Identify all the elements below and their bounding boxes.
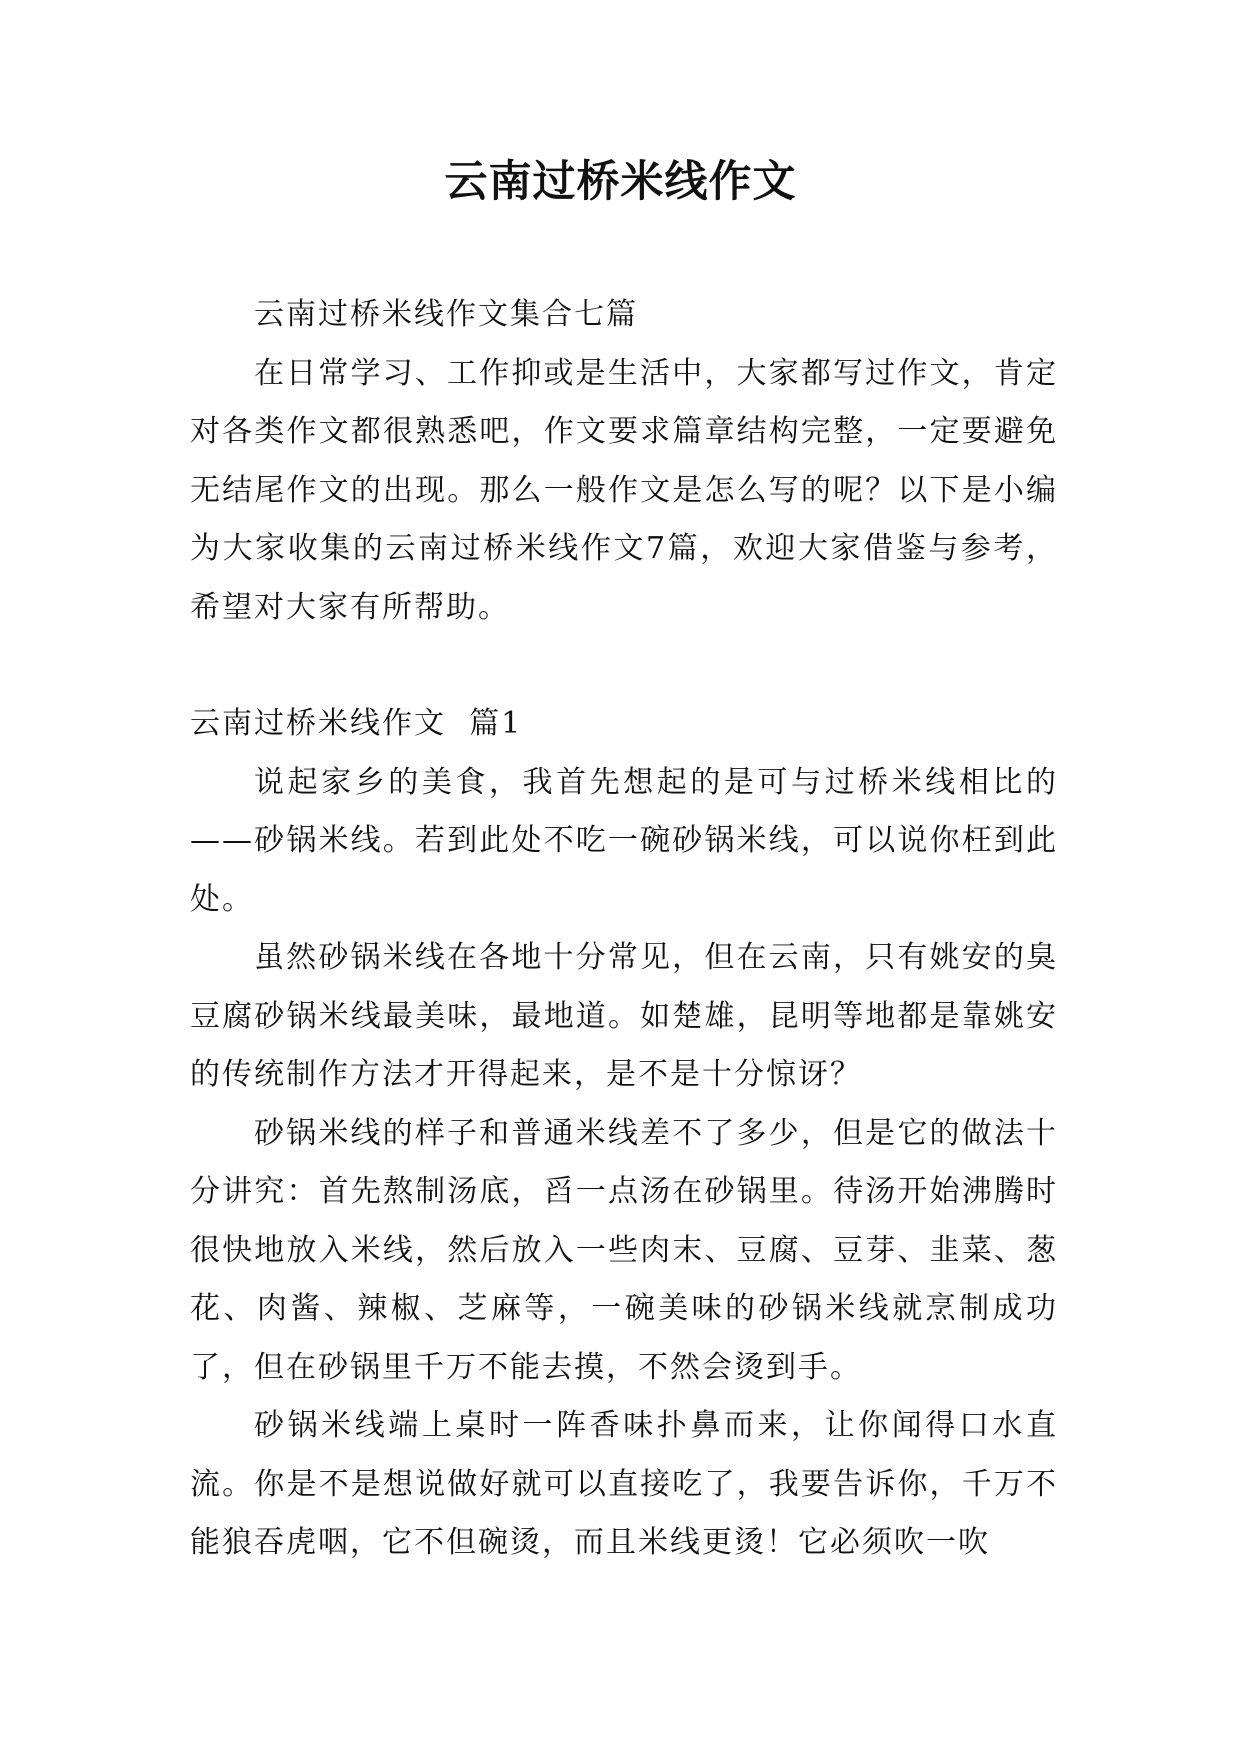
body-paragraph: 砂锅米线的样子和普通米线差不了多少，但是它的做法十分讲究：首先熬制汤底，舀一点汤在砂锅里。待汤开始沸腾时很快地放入米线，然后放入一些肉末、豆腐、豆芽、韭菜、葱花、肉酱、辣椒、芝麻等，一碗美味的砂锅米线就烹制成功了，但在砂锅里千万不能去摸，不然会烫到手。 xyxy=(190,1115,1058,1385)
intro-paragraph: 在日常学习、工作抑或是生活中，大家都写过作文，肯定对各类作文都很熟悉吧，作文要求篇章结构完整，一定要避免无结尾作文的出现。那么一般作文是怎么写的呢？以下是小编为大家收集的云南过桥米线作文7篇，欢迎大家借鉴与参考，希望对大家有所帮助。 xyxy=(190,355,1058,625)
section-heading: 云南过桥米线作文 篇1 xyxy=(190,706,523,741)
document-body xyxy=(190,286,1058,1573)
body-paragraph: 虽然砂锅米线在各地十分常见，但在云南，只有姚安的臭豆腐砂锅米线最美味，最地道。如楚雄，昆明等地都是靠姚安的传统制作方法才开得起来，是不是十分惊讶？ xyxy=(190,940,1058,1092)
body-paragraph: 说起家乡的美食，我首先想起的是可与过桥米线相比的——砂锅米线。若到此处不吃一碗砂锅米线，可以说你枉到此处。 xyxy=(190,764,1058,917)
body-paragraph: 砂锅米线端上桌时一阵香味扑鼻而来，让你闻得口水直流。你是不是想说做好就可以直接吃了，我要告诉你，千万不能狼吞虎咽，它不但碗烫，而且米线更烫！它必须吹一吹 xyxy=(190,1408,1058,1560)
document-subtitle: 云南过桥米线作文集合七篇 xyxy=(254,297,638,332)
section-spacer xyxy=(190,637,1058,695)
document-title: 云南过桥米线作文 xyxy=(444,157,797,207)
